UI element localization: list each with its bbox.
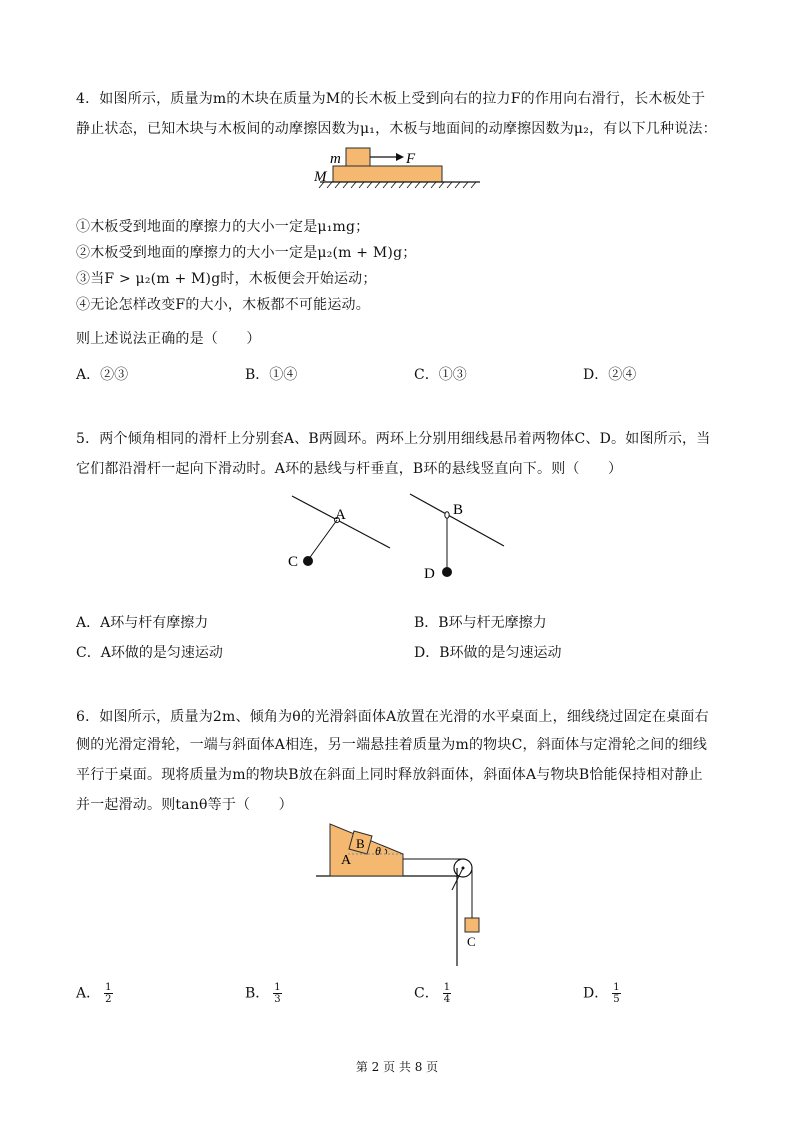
ball-d [442,567,452,577]
label-M: M [314,169,327,185]
label-a: A [335,507,346,523]
q5-option-b[interactable]: B．B环与杆无摩擦力 [414,615,547,631]
q5-option-d[interactable]: D．B环做的是匀速运动 [414,645,562,661]
q4-option-d[interactable]: D．②④ [583,367,637,383]
q6-option-c-fraction: $\frac{1}{4}$ [443,982,451,1005]
q6-stem-line-4: 并一起滑动。则tanθ等于（ ） [76,797,293,813]
q4-option-c[interactable]: C．①③ [414,367,467,383]
q6-option-a-fraction: $\frac{1}{2}$ [105,982,112,1005]
ring-b [445,512,449,518]
q6-option-c[interactable] [414,982,451,1005]
q4-statement-4: ④无论怎样改变F的大小，木板都不可能运动。 [76,297,370,313]
label-m: m [330,151,341,167]
force-arrowhead [396,153,404,161]
q4-statement-2: ②木板受到地面的摩擦力的大小一定是μ₂(m + M)g； [76,245,417,261]
block-c [465,918,479,932]
q6-stem-line-1: 6．如图所示，质量为2m、倾角为θ的光滑斜面体A放置在光滑的水平桌面上，细线绕过固定在桌面右 [76,709,709,725]
page-footer: 第 2 页 共 8 页 [355,1060,439,1074]
q5-stem-line-2: 它们都沿滑杆一起向下滑动时。A环的悬线与杆垂直，B环的悬线竖直向下。则（ ） [76,461,623,477]
q6-option-d[interactable] [583,982,621,1005]
q6-option-b[interactable] [245,982,282,1005]
q6-option-a-letter: A． [76,985,101,1002]
q6-option-b-fraction: $\frac{1}{3}$ [274,982,281,1005]
q5-option-c[interactable]: C．A环做的是匀速运动 [76,645,223,661]
q6-option-d-letter: D． [583,985,609,1002]
q6-option-b-letter: B． [245,985,270,1002]
label-d: D [424,566,435,582]
q4-question: 则上述说法正确的是（ ） [76,331,261,347]
q6-stem-line-2: 侧的光滑定滑轮，一端与斜面体A相连，另一端悬挂着质量为m的物块C，斜面体与定滑轮之间的细线 [76,737,708,753]
q6-stem-line-3: 平行于桌面。现将质量为m的物块B放在斜面上同时释放斜面体，斜面体A与物块B恰能保持相对静止 [76,767,703,783]
q4-figure [300,142,490,198]
label-c: C [288,554,299,570]
q4-statement-3: ③当F > μ₂(m + M)g时，木板便会开始运动； [76,271,377,287]
label-F: F [406,151,416,167]
ball-c [303,556,313,566]
board-M [333,166,442,182]
string-a [308,520,337,560]
q5-stem-line-1: 5．两个倾角相同的滑杆上分别套A、B两圆环。两环上分别用细线悬吊着两物体C、D。如图所示，当 [76,431,711,447]
q6-option-d-fraction: $\frac{1}{5}$ [613,982,620,1005]
q4-statement-1: ①木板受到地面的摩擦力的大小一定是μ₁mg； [76,219,370,235]
q5-option-a[interactable]: A．A环与杆有摩擦力 [76,615,209,631]
q4-stem-line-2: 静止状态，已知木块与木板间的动摩擦因数为μ₁，木板与地面间的动摩擦因数为μ₂，有以下几种说法： [76,121,717,137]
q4-option-a[interactable]: A．②③ [76,367,129,383]
label-b: B [453,502,464,518]
q6-figure [312,818,496,968]
label-c: C [467,934,476,949]
ground-hatch [319,182,476,188]
q4-stem-line-1: 4．如图所示，质量为m的木块在质量为M的长木板上受到向右的拉力F的作用向右滑行，长木板处于 [76,91,706,107]
block-m [346,148,370,166]
label-theta: θ [375,844,381,858]
label-b: B [356,836,365,851]
q4-option-b[interactable]: B．①④ [245,367,298,383]
label-a: A [341,853,352,868]
q5-figure [280,490,520,590]
q6-option-c-letter: C． [414,985,439,1002]
q6-option-a[interactable] [76,982,113,1005]
